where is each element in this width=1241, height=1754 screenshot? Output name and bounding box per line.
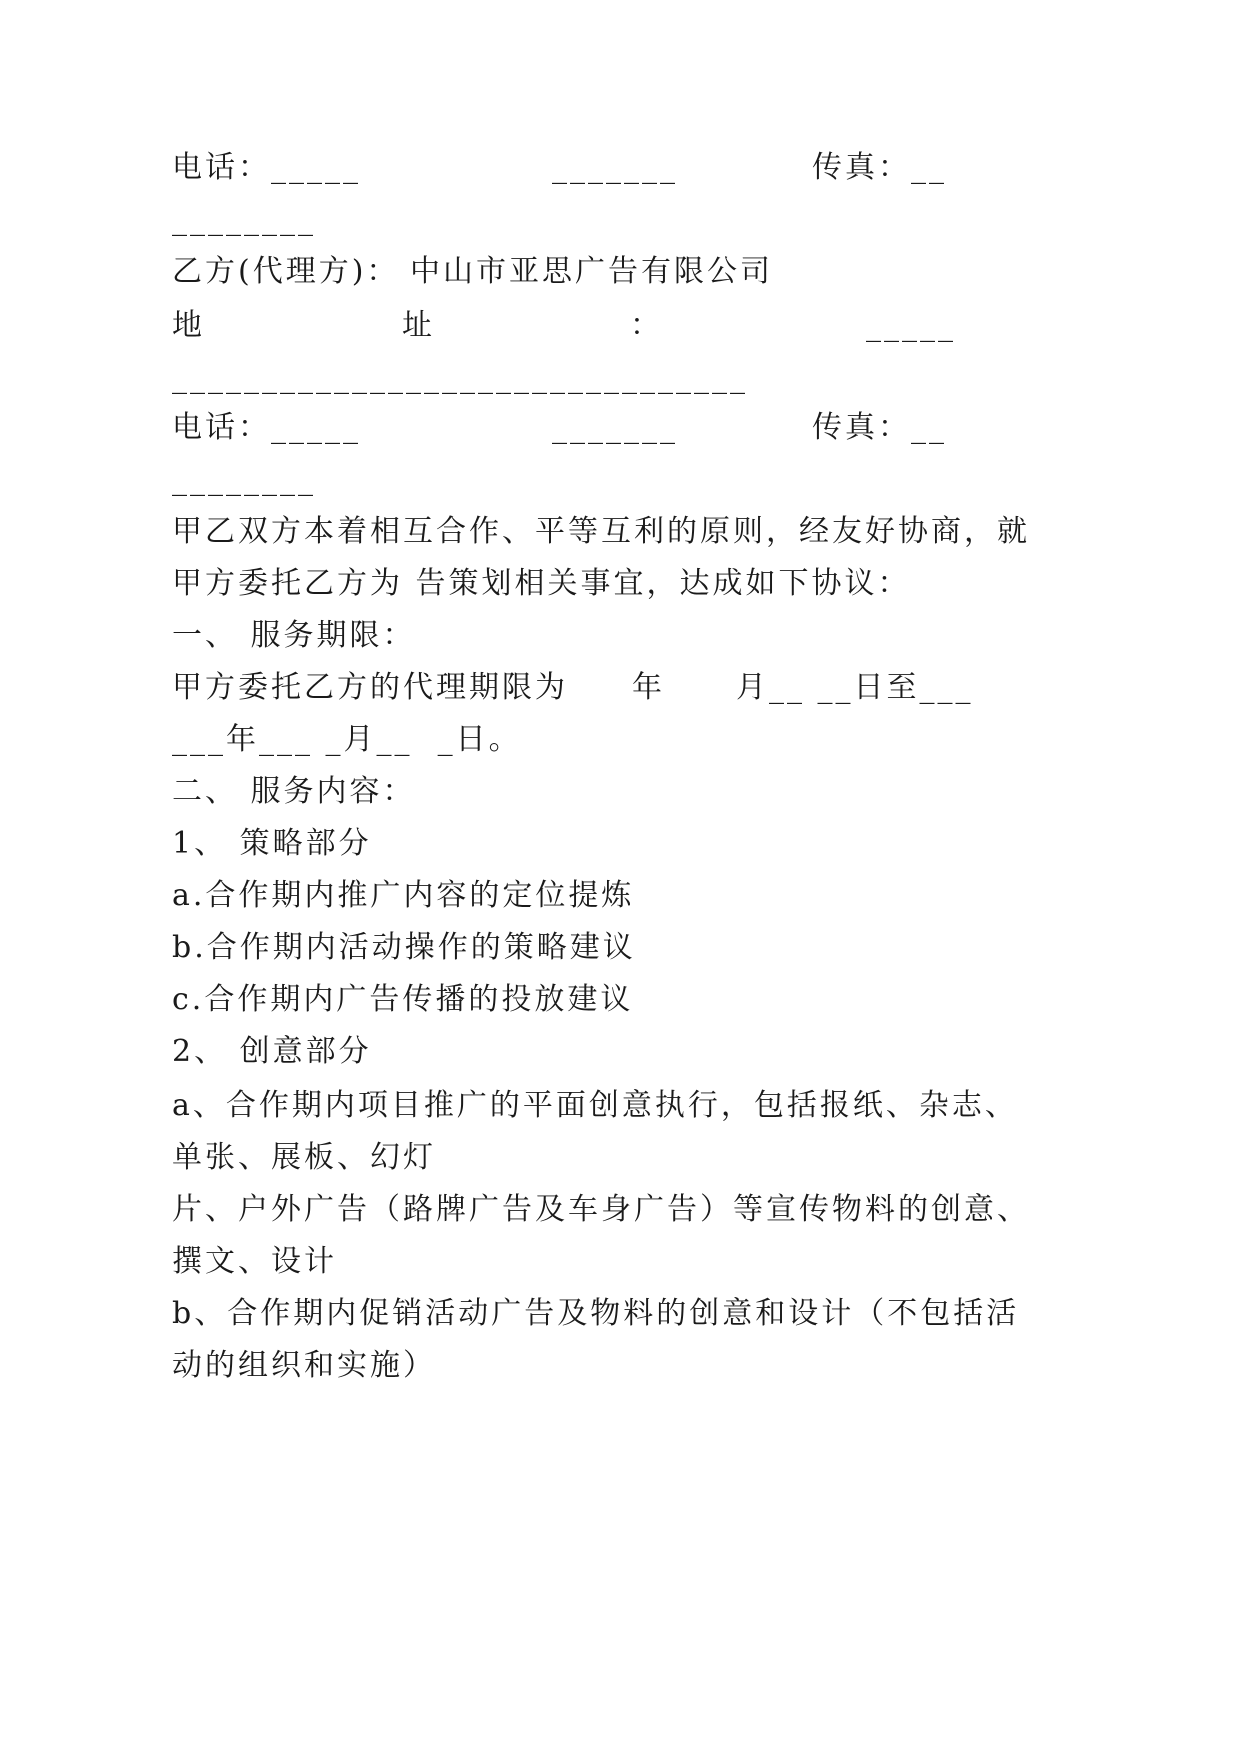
term-year-a: 年 [632,670,665,705]
creative-heading: 2、 创意部分 [172,1034,372,1069]
party-b-label: 乙方(代理方)： [172,254,400,289]
strategy-heading: 1、 策略部分 [172,826,372,861]
fax-blank-a: ________ [172,202,316,237]
term-line-b: ___年___ _月__ _日。 [172,722,522,757]
preamble-line-1: 甲乙双方本着相互合作、平等互利的原则，经友好协商，就 [172,514,1030,549]
fax-blank-b: ________ [172,462,316,497]
address-blank-a: _____ [866,308,956,343]
term-month-day-a: 月__ __日至___ [736,670,974,705]
strategy-item-c: c.合作期内广告传播的投放建议 [172,982,634,1017]
phone-blank-b: _______ [552,410,678,445]
strategy-item-a: a.合作期内推广内容的定位提炼 [172,878,635,913]
fax-label-a: 传真：__ [812,150,947,185]
phone-blank-a: _______ [552,150,678,185]
party-b-name: 中山市亚思广告有限公司 [410,254,773,289]
address-char-1: 地 [172,308,205,343]
address-blank-b: ________________________________ [172,360,748,395]
address-colon: ： [630,308,663,343]
creative-item-a-line-3: 片、户外广告（路牌广告及车身广告）等宣传物料的创意、 [172,1192,1030,1227]
term-line-a: 甲方委托乙方的代理期限为 [172,670,568,705]
creative-item-a-line-4: 撰文、设计 [172,1244,337,1279]
creative-item-a-line-2: 单张、展板、幻灯 [172,1140,436,1175]
section-2-heading: 二、 服务内容： [172,774,416,809]
fax-label-b: 传真：__ [812,410,947,445]
section-1-heading: 一、 服务期限： [172,618,416,653]
strategy-item-b: b.合作期内活动操作的策略建议 [172,930,636,965]
preamble-line-2: 甲方委托乙方为 告策划相关事宜，达成如下协议： [172,566,911,601]
creative-item-b-line-2: 动的组织和实施） [172,1348,436,1383]
creative-item-b-line-1: b、合作期内促销活动广告及物料的创意和设计（不包括活 [172,1296,1020,1331]
phone-label-b: 电话：_____ [172,410,361,445]
creative-item-a-line-1: a、合作期内项目推广的平面创意执行，包括报纸、杂志、 [172,1088,1018,1123]
address-char-2: 址 [402,308,435,343]
phone-label-a: 电话：_____ [172,150,361,185]
